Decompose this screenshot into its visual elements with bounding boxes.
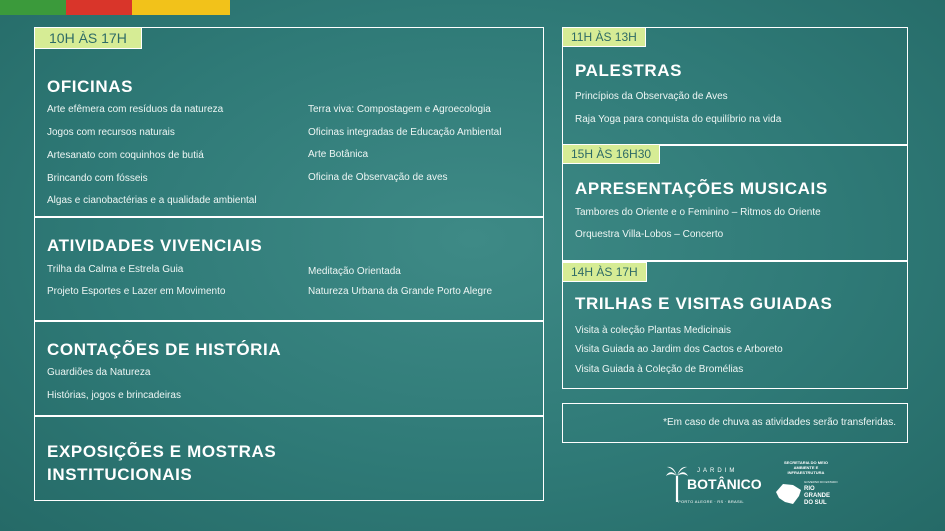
time-tag-palestras: 11H ÀS 13H [562, 27, 646, 47]
stripe-red [66, 0, 132, 15]
time-tag-musicais: 15H ÀS 16H30 [562, 144, 660, 164]
rs-map-icon [773, 482, 803, 506]
logo-jardim-big: BOTÂNICO [687, 476, 762, 492]
palestras-title: PALESTRAS [575, 61, 683, 80]
time-tag-left: 10H ÀS 17H [34, 27, 142, 49]
rain-note: *Em caso de chuva as atividades serão transferidas. [663, 417, 896, 428]
oficina-item: Oficina de Observação de aves [308, 172, 448, 183]
time-tag-trilhas: 14H ÀS 17H [562, 262, 647, 282]
exposicoes-title-line1: EXPOSIÇÕES E MOSTRAS [47, 442, 277, 461]
divider-1 [34, 216, 544, 218]
logo-jardim-sub: PORTO ALEGRE · RS · BRASIL [678, 499, 744, 504]
stripe-yellow [132, 0, 230, 15]
musicais-title: APRESENTAÇÕES MUSICAIS [575, 179, 828, 198]
historia-title: CONTAÇÕES DE HISTÓRIA [47, 340, 282, 359]
oficina-item: Brincando com fósseis [47, 173, 148, 184]
logo-rs-line2: GRANDE [804, 493, 831, 499]
logo-secretaria: SECRETARIA DO MEIO AMBIENTE E INFRAESTRUTURA [783, 460, 828, 475]
oficinas-title: OFICINAS [47, 77, 134, 96]
vivencial-item: Natureza Urbana da Grande Porto Alegre [308, 286, 492, 297]
oficina-item: Arte Botânica [308, 149, 369, 160]
palestra-item: Raja Yoga para conquista do equilíbrio na vida [575, 114, 782, 125]
stripe-green [0, 0, 66, 15]
historia-item: Guardiões da Natureza [47, 367, 151, 378]
oficina-item: Artesanato com coquinhos de butiá [47, 150, 204, 161]
oficina-item: Algas e cianobactérias e a qualidade ambiental [47, 195, 257, 206]
logo-jardim-small: JARDIM [697, 468, 738, 474]
palm-tree-icon [666, 464, 688, 504]
oficina-item: Terra viva: Compostagem e Agroecologia [308, 104, 491, 115]
musical-item: Orquestra Villa-Lobos – Concerto [575, 229, 724, 240]
logo-rs-line3: DO SUL [804, 500, 827, 506]
governo-rs-logo [772, 458, 842, 510]
vivencial-item: Meditação Orientada [308, 266, 401, 277]
oficina-item: Arte efêmera com resíduos da natureza [47, 104, 224, 115]
trilha-item: Visita à coleção Plantas Medicinais [575, 325, 732, 336]
vivencial-item: Trilha da Calma e Estrela Guia [47, 264, 184, 275]
oficina-item: Oficinas integradas de Educação Ambiental [308, 127, 502, 138]
vivenciais-title: ATIVIDADES VIVENCIAIS [47, 236, 263, 255]
trilha-item: Visita Guiada ao Jardim dos Cactos e Arboreto [575, 344, 783, 355]
palestra-item: Princípios da Observação de Aves [575, 91, 728, 102]
logo-rs-line1: RIO [804, 486, 815, 492]
divider-3 [34, 415, 544, 417]
divider-2 [34, 320, 544, 322]
logo-governo: GOVERNO DO ESTADO [804, 480, 838, 484]
jardim-botanico-logo [662, 462, 762, 512]
trilha-item: Visita Guiada à Coleção de Bromélias [575, 364, 744, 375]
exposicoes-title-line2: INSTITUCIONAIS [47, 465, 193, 484]
oficina-item: Jogos com recursos naturais [47, 127, 175, 138]
vivencial-item: Projeto Esportes e Lazer em Movimento [47, 286, 226, 297]
historia-item: Histórias, jogos e brincadeiras [47, 390, 181, 401]
musical-item: Tambores do Oriente e o Feminino – Ritmos do Oriente [575, 207, 821, 218]
trilhas-title: TRILHAS E VISITAS GUIADAS [575, 294, 833, 313]
